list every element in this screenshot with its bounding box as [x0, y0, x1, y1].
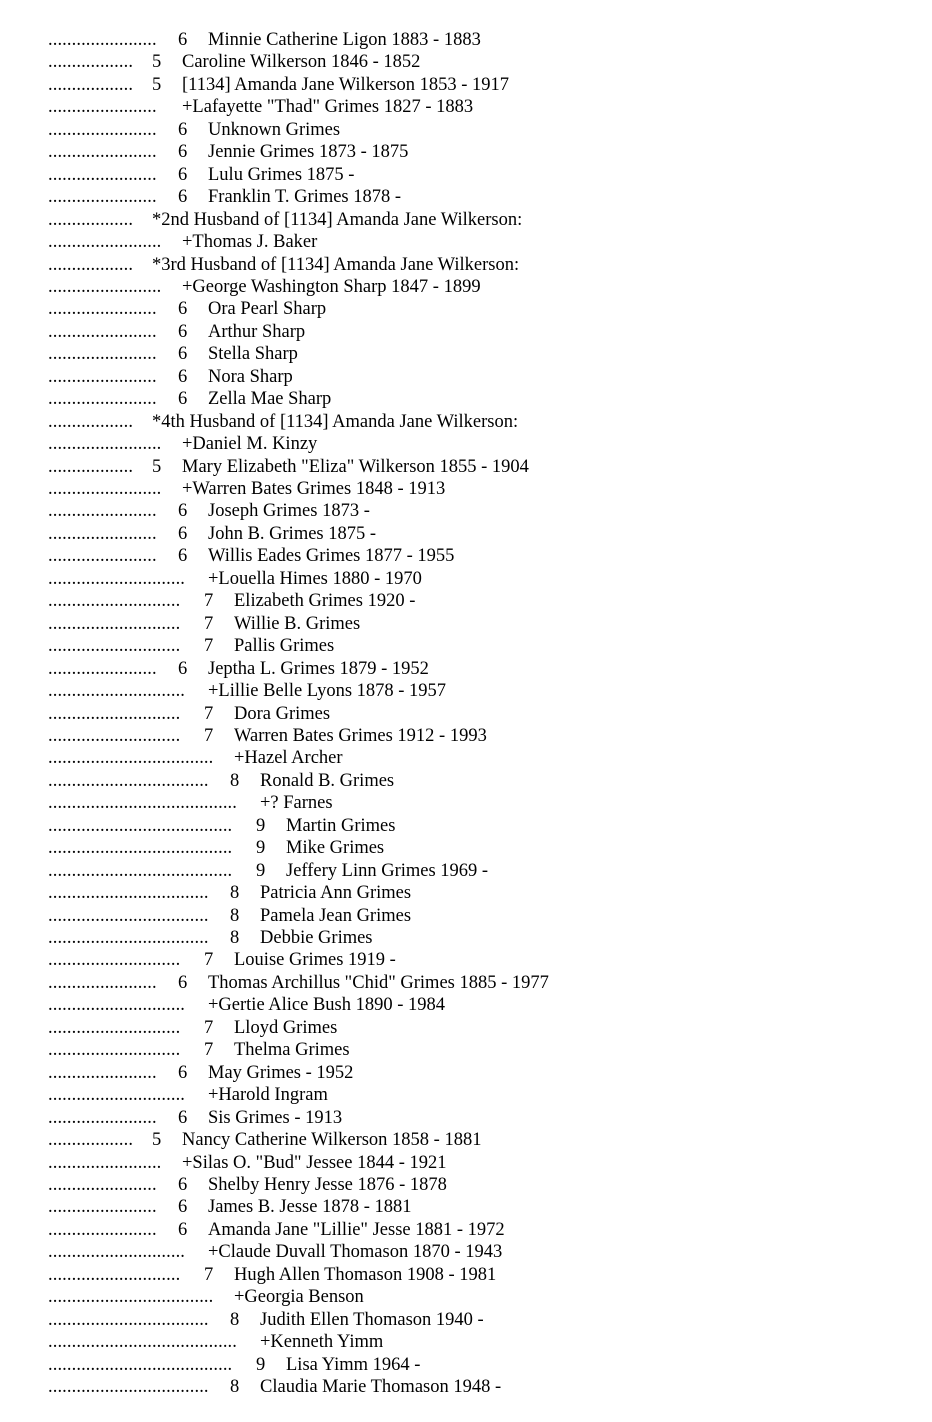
- leader-dots: .......................: [48, 501, 157, 522]
- list-item: [48, 276, 481, 298]
- generation-number: 6: [178, 1062, 188, 1083]
- generation-number: 7: [204, 703, 214, 724]
- person-name: Lloyd Grimes: [234, 1017, 338, 1038]
- generation-number: 8: [230, 928, 240, 948]
- generation-number: 6: [178, 523, 188, 544]
- person-name: Ora Pearl Sharp: [208, 299, 327, 320]
- list-item: [48, 523, 377, 545]
- person-name: [1134] Amanda Jane Wilkerson 1853 - 1917: [182, 74, 510, 95]
- person-name: Martin Grimes: [286, 815, 396, 836]
- leader-dots: ........................................: [48, 793, 237, 814]
- leader-dots: ........................: [48, 276, 162, 297]
- spouse-name: +Louella Himes 1880 - 1970: [208, 568, 422, 589]
- list-item: [48, 298, 327, 320]
- leader-dots: .......................: [48, 972, 157, 993]
- list-item: [48, 882, 412, 904]
- generation-number: 8: [230, 770, 240, 791]
- generation-number: 7: [204, 1264, 214, 1285]
- list-item: [48, 456, 529, 478]
- leader-dots: .......................................: [48, 815, 233, 836]
- person-name: Patricia Ann Grimes: [260, 883, 412, 904]
- person-name: Jeptha L. Grimes 1879 - 1952: [208, 658, 429, 679]
- generation-number: 6: [178, 187, 188, 208]
- generation-number: 6: [178, 142, 188, 163]
- list-item: [48, 545, 455, 567]
- person-name: Thelma Grimes: [234, 1040, 350, 1061]
- list-item: [48, 972, 549, 994]
- leader-dots: .......................: [48, 1107, 157, 1128]
- leader-dots: ..................: [48, 209, 134, 230]
- leader-dots: .......................: [48, 344, 157, 365]
- generation-number: 7: [204, 636, 214, 657]
- person-name: James B. Jesse 1878 - 1881: [208, 1197, 412, 1218]
- spouse-name: +Claude Duvall Thomason 1870 - 1943: [208, 1242, 503, 1263]
- leader-dots: .......................: [48, 299, 157, 320]
- spouse-name: +Georgia Benson: [234, 1287, 364, 1308]
- spouse-note: *2nd Husband of [1134] Amanda Jane Wilkerson:: [152, 209, 523, 230]
- generation-number: 6: [178, 321, 188, 342]
- person-name: Jeffery Linn Grimes 1969 -: [286, 860, 489, 881]
- list-item: [48, 1196, 412, 1218]
- leader-dots: .......................: [48, 1174, 157, 1195]
- leader-dots: ........................: [48, 434, 162, 455]
- list-item: [48, 1309, 484, 1331]
- person-name: Elizabeth Grimes 1920 -: [234, 591, 416, 612]
- leader-dots: ............................: [48, 950, 181, 971]
- list-item: [48, 1241, 503, 1263]
- generation-number: 5: [152, 74, 162, 95]
- person-name: Caroline Wilkerson 1846 - 1852: [182, 52, 421, 73]
- list-item: [48, 1107, 343, 1129]
- leader-dots: .............................: [48, 1242, 186, 1263]
- list-item: [48, 1174, 447, 1196]
- leader-dots: ..................................: [48, 883, 209, 904]
- leader-dots: .............................: [48, 568, 186, 589]
- list-item: [48, 837, 385, 859]
- generation-number: 6: [178, 1174, 188, 1195]
- list-item: [48, 770, 395, 792]
- person-name: Mary Elizabeth "Eliza" Wilkerson 1855 - 1904: [182, 456, 529, 477]
- leader-dots: .......................: [48, 97, 157, 118]
- list-item: [48, 141, 409, 163]
- leader-dots: ..................................: [48, 1309, 209, 1330]
- leader-dots: ..................: [48, 74, 134, 95]
- leader-dots: .......................: [48, 366, 157, 387]
- leader-dots: ............................: [48, 613, 181, 634]
- generation-number: 6: [178, 30, 188, 50]
- leader-dots: .......................: [48, 187, 157, 208]
- person-name: Shelby Henry Jesse 1876 - 1878: [208, 1174, 447, 1195]
- person-name: Nora Sharp: [208, 366, 293, 387]
- spouse-name: +Warren Bates Grimes 1848 - 1913: [182, 479, 446, 499]
- leader-dots: ........................: [48, 232, 162, 253]
- list-item: [48, 1062, 354, 1084]
- leader-dots: ..................................: [48, 928, 209, 948]
- leader-dots: ..................................: [48, 1377, 209, 1397]
- leader-dots: ...................................: [48, 748, 214, 769]
- list-item: [48, 747, 343, 769]
- person-name: Stella Sharp: [208, 344, 298, 365]
- list-item: [48, 703, 331, 725]
- leader-dots: .......................: [48, 164, 157, 185]
- leader-dots: ..................: [48, 1130, 134, 1151]
- list-item: [48, 1039, 350, 1061]
- generation-number: 9: [256, 815, 266, 836]
- spouse-name: +Lillie Belle Lyons 1878 - 1957: [208, 681, 447, 702]
- generation-number: 6: [178, 344, 188, 365]
- list-item: [48, 321, 306, 343]
- list-item: [48, 231, 318, 253]
- list-item: [48, 478, 446, 500]
- spouse-name: +Daniel M. Kinzy: [182, 434, 318, 455]
- leader-dots: ............................: [48, 1040, 181, 1061]
- generation-number: 8: [230, 883, 240, 904]
- generation-number: 9: [256, 838, 266, 859]
- spouse-note: *4th Husband of [1134] Amanda Jane Wilkerson:: [152, 411, 519, 432]
- person-name: Zella Mae Sharp: [208, 389, 332, 410]
- list-item: [48, 1354, 421, 1376]
- list-item: [48, 1017, 338, 1039]
- person-name: Mike Grimes: [286, 838, 385, 859]
- list-item: [48, 725, 487, 747]
- person-name: Willis Eades Grimes 1877 - 1955: [208, 546, 455, 567]
- generation-number: 6: [178, 658, 188, 679]
- generation-number: 7: [204, 613, 214, 634]
- leader-dots: ..................: [48, 52, 134, 73]
- person-name: Nancy Catherine Wilkerson 1858 - 1881: [182, 1130, 482, 1151]
- person-name: Arthur Sharp: [208, 321, 306, 342]
- person-name: Debbie Grimes: [260, 928, 373, 948]
- list-item: [48, 343, 298, 365]
- person-name: Claudia Marie Thomason 1948 -: [260, 1377, 502, 1397]
- leader-dots: .......................: [48, 119, 157, 140]
- generation-number: 6: [178, 389, 188, 410]
- person-name: Louise Grimes 1919 -: [234, 950, 396, 971]
- spouse-name: +Gertie Alice Bush 1890 - 1984: [208, 995, 446, 1016]
- person-name: Joseph Grimes 1873 -: [208, 501, 370, 522]
- generation-number: 9: [256, 860, 266, 881]
- list-item: [48, 905, 412, 927]
- generation-number: 7: [204, 725, 214, 746]
- list-item: [48, 1331, 384, 1353]
- list-item: [48, 74, 510, 96]
- list-item: [48, 613, 361, 635]
- leader-dots: ............................: [48, 1017, 181, 1038]
- person-name: Lulu Grimes 1875 -: [208, 164, 355, 185]
- leader-dots: .......................: [48, 1197, 157, 1218]
- leader-dots: ..................: [48, 411, 134, 432]
- list-item: [48, 1152, 447, 1174]
- leader-dots: .......................: [48, 389, 157, 410]
- leader-dots: .......................: [48, 321, 157, 342]
- generation-number: 6: [178, 1197, 188, 1218]
- list-item: [48, 860, 489, 882]
- leader-dots: .......................................: [48, 860, 233, 881]
- person-name: Thomas Archillus "Chid" Grimes 1885 - 1977: [208, 972, 549, 993]
- leader-dots: .......................: [48, 523, 157, 544]
- generation-number: 6: [178, 546, 188, 567]
- person-name: Lisa Yimm 1964 -: [286, 1354, 421, 1375]
- generation-number: 6: [178, 972, 188, 993]
- leader-dots: ............................: [48, 591, 181, 612]
- leader-dots: .............................: [48, 1085, 186, 1106]
- leader-dots: .......................: [48, 1062, 157, 1083]
- spouse-name: +George Washington Sharp 1847 - 1899: [182, 276, 481, 297]
- list-item: [48, 994, 446, 1016]
- person-name: Pallis Grimes: [234, 636, 335, 657]
- list-item: [48, 568, 422, 590]
- list-item: [48, 1286, 364, 1308]
- leader-dots: ..................: [48, 254, 134, 275]
- list-item: [48, 815, 396, 837]
- generation-number: 8: [230, 905, 240, 926]
- generation-number: 8: [230, 1309, 240, 1330]
- list-item: [48, 1084, 328, 1106]
- list-item: [48, 366, 293, 388]
- generation-number: 6: [178, 1107, 188, 1128]
- list-item: [48, 388, 332, 410]
- person-name: Warren Bates Grimes 1912 - 1993: [234, 725, 487, 746]
- person-name: Judith Ellen Thomason 1940 -: [260, 1309, 484, 1330]
- person-name: Franklin T. Grimes 1878 -: [208, 187, 402, 208]
- leader-dots: ............................: [48, 725, 181, 746]
- list-item: [48, 164, 355, 186]
- list-item: [48, 1264, 497, 1286]
- list-item: [48, 96, 474, 118]
- spouse-name: +Silas O. "Bud" Jessee 1844 - 1921: [182, 1152, 447, 1173]
- generation-number: 6: [178, 299, 188, 320]
- list-item: [48, 119, 341, 141]
- leader-dots: ............................: [48, 636, 181, 657]
- generation-number: 7: [204, 950, 214, 971]
- leader-dots: .......................: [48, 1219, 157, 1240]
- generation-number: 9: [256, 1354, 266, 1375]
- list-item: [48, 927, 373, 949]
- list-item: [48, 209, 523, 231]
- generation-number: 6: [178, 119, 188, 140]
- leader-dots: .............................: [48, 681, 186, 702]
- leader-dots: .......................: [48, 142, 157, 163]
- person-name: Amanda Jane "Lillie" Jesse 1881 - 1972: [208, 1219, 505, 1240]
- person-name: Pamela Jean Grimes: [260, 905, 412, 926]
- generation-number: 8: [230, 1377, 240, 1397]
- person-name: Unknown Grimes: [208, 119, 341, 140]
- person-name: Dora Grimes: [234, 703, 331, 724]
- generation-number: 6: [178, 164, 188, 185]
- spouse-name: +Thomas J. Baker: [182, 232, 318, 253]
- generation-number: 6: [178, 1219, 188, 1240]
- leader-dots: .............................: [48, 995, 186, 1016]
- list-item: [48, 254, 520, 276]
- list-item: [48, 51, 421, 73]
- generation-number: 7: [204, 1040, 214, 1061]
- leader-dots: ........................................: [48, 1332, 237, 1353]
- leader-dots: ..................................: [48, 770, 209, 791]
- leader-dots: ..................: [48, 456, 134, 477]
- spouse-name: +Kenneth Yimm: [260, 1332, 384, 1353]
- spouse-name: +Harold Ingram: [208, 1085, 328, 1106]
- list-item: [48, 186, 402, 208]
- person-name: May Grimes - 1952: [208, 1062, 354, 1083]
- list-item: [48, 500, 370, 522]
- person-name: Jennie Grimes 1873 - 1875: [208, 142, 409, 163]
- list-item: [48, 1376, 502, 1398]
- generation-number: 5: [152, 52, 162, 73]
- leader-dots: ..................................: [48, 905, 209, 926]
- generation-number: 7: [204, 1017, 214, 1038]
- generation-number: 7: [204, 591, 214, 612]
- generation-number: 5: [152, 456, 162, 477]
- leader-dots: .......................: [48, 658, 157, 679]
- generation-number: 6: [178, 366, 188, 387]
- list-item: [48, 1129, 482, 1151]
- leader-dots: ............................: [48, 703, 181, 724]
- list-item: [48, 1219, 505, 1241]
- list-item: [48, 433, 318, 455]
- person-name: John B. Grimes 1875 -: [208, 523, 377, 544]
- person-name: Ronald B. Grimes: [260, 770, 395, 791]
- list-item: [48, 635, 335, 657]
- spouse-name: +Lafayette "Thad" Grimes 1827 - 1883: [182, 97, 474, 118]
- list-item: [48, 411, 519, 433]
- list-item: [48, 658, 429, 680]
- leader-dots: .......................................: [48, 838, 233, 859]
- person-name: Hugh Allen Thomason 1908 - 1981: [234, 1264, 497, 1285]
- leader-dots: ............................: [48, 1264, 181, 1285]
- leader-dots: ........................: [48, 1152, 162, 1173]
- leader-dots: ...................................: [48, 1287, 214, 1308]
- spouse-note: *3rd Husband of [1134] Amanda Jane Wilkerson:: [152, 254, 520, 275]
- list-item: [48, 792, 333, 814]
- leader-dots: .......................................: [48, 1354, 233, 1375]
- spouse-name: +Hazel Archer: [234, 748, 343, 769]
- person-name: Sis Grimes - 1913: [208, 1107, 343, 1128]
- generation-number: 6: [178, 501, 188, 522]
- list-item: [48, 29, 481, 51]
- list-item: [48, 680, 447, 702]
- list-item: [48, 590, 416, 612]
- leader-dots: ........................: [48, 479, 162, 499]
- person-name: Minnie Catherine Ligon 1883 - 1883: [208, 30, 481, 50]
- leader-dots: .......................: [48, 30, 157, 50]
- leader-dots: .......................: [48, 546, 157, 567]
- generation-number: 5: [152, 1130, 162, 1151]
- list-item: [48, 949, 396, 971]
- spouse-name: +? Farnes: [260, 793, 333, 814]
- person-name: Willie B. Grimes: [234, 613, 361, 634]
